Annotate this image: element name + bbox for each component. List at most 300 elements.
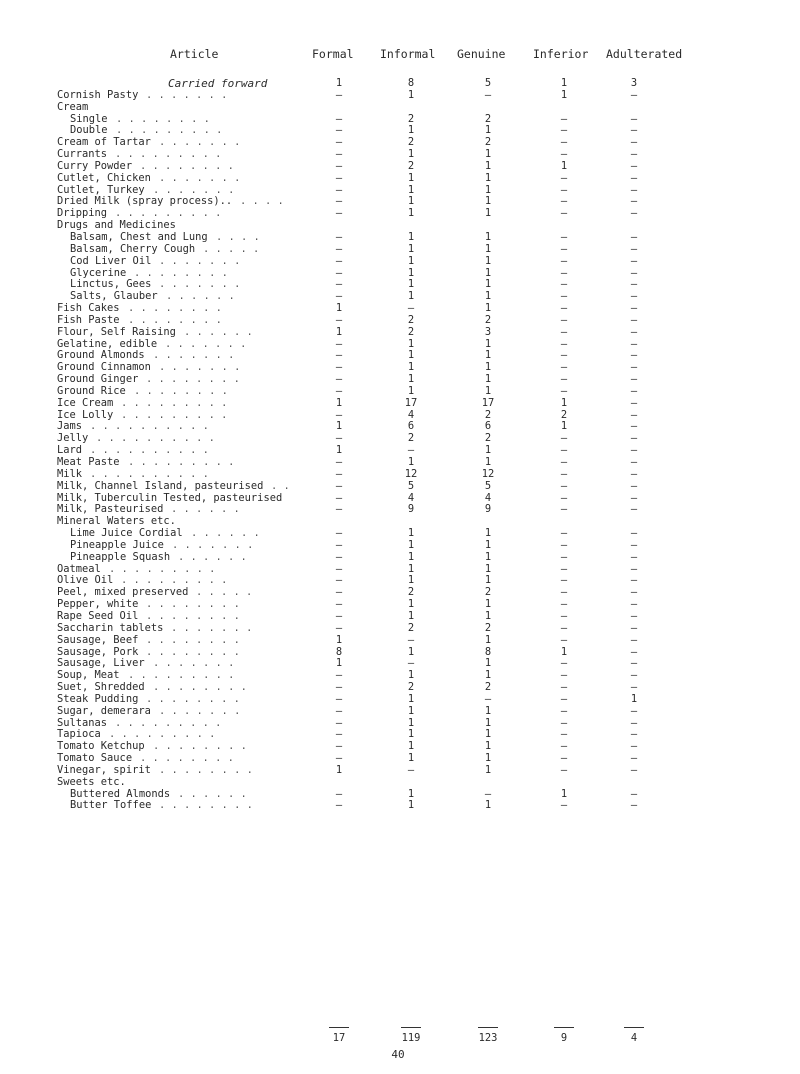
cell-formal: – [335,207,343,220]
cell-informal: 1 [407,373,415,386]
cell-formal: 1 [335,325,343,338]
leader-dots: . . . . . . . . . . [90,467,209,480]
article-name: Single [70,112,108,125]
article-name: Ice Lolly [57,408,114,421]
article-name: Cutlet, Turkey [57,183,145,196]
table-row [0,765,800,777]
article-name: Pineapple Squash [70,550,171,563]
cell-inferior: – [560,728,568,741]
cell-informal: 1 [407,645,415,658]
cell-formal: – [335,692,343,705]
cell-genuine: 1 [484,538,492,551]
cell-informal: 8 [407,77,415,89]
cell-inferior: – [560,609,568,622]
cell-genuine: – [484,787,492,800]
cell-adulterated: – [630,432,638,445]
header-adulterated: Adulterated [606,47,683,61]
article-name: Flour, Self Raising [57,325,176,338]
article-name: Pepper, white [57,598,139,611]
total-rule-inferior [554,1027,574,1028]
article-name: Dried Milk (spray process).. [57,195,233,208]
cell-informal: 2 [407,112,415,125]
cell-formal: 1 [335,444,343,457]
cell-formal: – [335,503,343,516]
cell-inferior: – [560,467,568,480]
leader-dots: . . . . . . . . . . [90,444,209,457]
leader-dots: . . . . . . . [159,254,241,267]
cell-formal: – [335,467,343,480]
table-row [0,800,800,812]
leader-dots: . . . . . . . [159,136,241,149]
article-name: Drugs and Medicines [57,219,176,232]
cell-formal: – [335,266,343,279]
leader-dots: . . . . . . . . [146,373,240,386]
cell-informal: 9 [407,503,415,516]
cell-adulterated: – [630,621,638,634]
cell-genuine: 1 [484,728,492,741]
header-formal: Formal [312,47,354,61]
leader-dots: . . . . . . . . . [115,716,222,729]
total-informal: 119 [401,1032,421,1044]
table-row [0,102,800,114]
cell-informal: 2 [407,621,415,634]
cell-inferior: – [560,254,568,267]
article-name: Linctus, Gees [70,278,152,291]
cell-informal: 6 [407,420,415,433]
article-name: Ground Almonds [57,349,145,362]
cell-adulterated: – [630,408,638,421]
cell-inferior: – [560,171,568,184]
cell-informal: 1 [407,242,415,255]
cell-genuine: 1 [484,207,492,220]
cell-genuine: 3 [484,325,492,338]
cell-informal: 1 [407,692,415,705]
cell-inferior: – [560,444,568,457]
article-name: Sugar, demerara [57,704,151,717]
cell-adulterated: – [630,242,638,255]
article-name: Saccharin tablets [57,621,164,634]
article-name: Cornish Pasty [57,88,139,101]
article-name: Butter Toffee [70,799,152,812]
leader-dots: . . . . . . . . . [115,207,222,220]
leader-dots: . . . . . . . . . [121,574,228,587]
cell-inferior: – [560,692,568,705]
cell-genuine: 1 [484,633,492,646]
leader-dots: . . . . . . [178,787,247,800]
cell-informal: 1 [407,384,415,397]
cell-inferior: – [560,361,568,374]
cell-formal: – [335,740,343,753]
leader-dots: . . . . . . . . [153,681,247,694]
article-name: Fish Paste [57,313,120,326]
article-name: Double [70,124,108,137]
cell-formal: – [335,538,343,551]
cell-informal: 1 [407,799,415,812]
cell-genuine: 1 [484,740,492,753]
cell-informal: 2 [407,136,415,149]
leader-dots: . . . . . . . . . [121,408,228,421]
cell-informal: 2 [407,159,415,172]
cell-inferior: 1 [560,420,568,433]
leader-dots: . . . . . . . . [128,302,222,315]
cell-adulterated: 3 [630,77,638,89]
cell-genuine: 17 [481,396,495,409]
table-row [0,161,800,173]
table-row [0,315,800,327]
leader-dots: . . . . . . [191,527,260,540]
article-name: Curry Powder [57,159,133,172]
cell-adulterated: – [630,230,638,243]
leader-dots: . . . . . . . [171,621,253,634]
cell-formal: – [335,574,343,587]
leader-dots: . . . . . . . . . [121,396,228,409]
cell-formal: 1 [335,396,343,409]
cell-inferior: 1 [560,159,568,172]
cell-informal: 1 [407,124,415,137]
leader-dots: . . . . . . . . [128,313,222,326]
leader-dots: . . . . . . . . . [128,456,235,468]
total-adulterated: 4 [630,1032,638,1044]
leader-dots: . . . . [216,230,260,243]
cell-formal: – [335,254,343,267]
article-name: Cod Liver Oil [70,254,152,267]
cell-formal: – [335,361,343,374]
leader-dots: . . . . [240,195,284,208]
leader-dots: . . . . . . . . . . [90,420,209,433]
cell-informal: 1 [407,278,415,291]
article-name: Jams [57,420,83,433]
cell-formal: – [335,479,343,492]
article-name: Milk, Pasteurised [57,503,164,516]
article-name: Mineral Waters etc. [57,515,176,528]
cell-inferior: – [560,313,568,326]
cell-formal: – [335,124,343,137]
cell-adulterated: – [630,799,638,812]
article-name: Ice Cream [57,396,114,409]
leader-dots: . . . . . . . . [159,799,253,812]
article-name: Sultanas [57,716,108,729]
cell-inferior: – [560,586,568,599]
cell-formal: – [335,456,343,468]
table-row [0,694,800,706]
cell-genuine: 1 [484,124,492,137]
cell-informal: 5 [407,479,415,492]
leader-dots: . . . . . . . . [146,609,240,622]
cell-inferior: – [560,479,568,492]
cell-inferior: – [560,503,568,516]
cell-adulterated: – [630,669,638,682]
leader-dots: . . . . . [196,586,253,599]
cell-adulterated: – [630,254,638,267]
cell-informal: 1 [407,562,415,575]
cell-inferior: 1 [560,787,568,800]
cell-formal: 1 [335,302,343,315]
leader-dots: . . . . . . . . [146,645,240,658]
cell-genuine: 1 [484,527,492,540]
cell-adulterated: – [630,491,638,504]
cell-informal: 2 [407,681,415,694]
cell-inferior: – [560,681,568,694]
cell-formal: – [335,384,343,397]
cell-inferior: – [560,740,568,753]
article-name: Soup, Meat [57,669,120,682]
cell-formal: – [335,432,343,445]
cell-genuine: 6 [484,420,492,433]
cell-inferior: 1 [560,645,568,658]
article-name: Buttered Almonds [70,787,171,800]
cell-formal: – [335,669,343,682]
cell-adulterated: – [630,136,638,149]
leader-dots: . . . . . . . . [140,752,234,765]
table-row [0,173,800,185]
cell-informal: 1 [407,728,415,741]
header-inferior: Inferior [533,47,589,61]
leader-dots: . . . . . . . . [153,740,247,753]
cell-formal: – [335,728,343,741]
cell-inferior: – [560,799,568,812]
cell-adulterated: – [630,740,638,753]
cell-formal: – [335,278,343,291]
leader-dots: . . . . . . . [159,704,241,717]
cell-informal: 1 [407,716,415,729]
header-genuine: Genuine [457,47,506,61]
total-rule-formal [329,1027,349,1028]
total-genuine: 123 [478,1032,498,1044]
leader-dots: . . . . . . . [159,361,241,374]
total-formal: 17 [332,1032,346,1044]
cell-inferior: – [560,124,568,137]
article-name: Dripping [57,207,108,220]
leader-dots: . . . . . . . . . [115,148,222,161]
cell-adulterated: – [630,444,638,457]
article-name: Ground Ginger [57,373,139,386]
cell-inferior: – [560,538,568,551]
leader-dots: . . . . . . [166,290,235,303]
cell-genuine: 1 [484,562,492,575]
cell-informal: 1 [407,527,415,540]
cell-genuine: 1 [484,763,492,776]
cell-genuine: 9 [484,503,492,516]
leader-dots: . . . . . . . [146,88,228,101]
article-name: Vinegar, spirit [57,763,151,776]
cell-informal: 1 [407,669,415,682]
cell-informal: – [407,657,415,670]
table-row [0,244,800,256]
cell-inferior: – [560,562,568,575]
cell-inferior: – [560,621,568,634]
article-name: Milk, Tuberculin Tested, pasteurised [57,491,283,504]
cell-informal: 1 [407,290,415,303]
cell-informal: 2 [407,325,415,338]
table-row [0,540,800,552]
cell-informal: 1 [407,88,415,101]
cell-adulterated: – [630,562,638,575]
cell-adulterated: – [630,148,638,161]
cell-formal: – [335,562,343,575]
cell-adulterated: – [630,598,638,611]
table-row [0,552,800,564]
total-inferior: 9 [560,1032,568,1044]
cell-genuine: – [484,692,492,705]
cell-inferior: – [560,384,568,397]
article-name: Balsam, Cherry Cough [70,242,196,255]
cell-adulterated: – [630,752,638,765]
article-name: Steak Pudding [57,692,139,705]
article-name: Salts, Glauber [70,290,158,303]
cell-adulterated: – [630,183,638,196]
cell-genuine: – [484,88,492,101]
cell-adulterated: – [630,550,638,563]
cell-inferior: – [560,491,568,504]
leader-dots: . . . . . . . . . [116,124,223,137]
cell-formal: – [335,752,343,765]
cell-adulterated: – [630,313,638,326]
cell-genuine: 1 [484,278,492,291]
cell-genuine: 4 [484,491,492,504]
cell-adulterated: – [630,456,638,468]
cell-informal: 1 [407,538,415,551]
cell-informal: 2 [407,313,415,326]
cell-genuine: 1 [484,349,492,362]
cell-inferior: – [560,633,568,646]
article-name: Suet, Shredded [57,681,145,694]
article-name: Tomato Sauce [57,752,133,765]
cell-adulterated: 1 [630,692,638,705]
leader-dots: . . . . . . . . [134,266,228,279]
cell-formal: – [335,373,343,386]
cell-formal: – [335,681,343,694]
cell-formal: – [335,550,343,563]
cell-adulterated: – [630,479,638,492]
cell-genuine: 1 [484,242,492,255]
article-name: Oatmeal [57,562,101,575]
leader-dots: . . . . . . . [159,171,241,184]
cell-inferior: – [560,716,568,729]
cell-adulterated: – [630,266,638,279]
cell-adulterated: – [630,763,638,776]
cell-informal: 1 [407,183,415,196]
cell-informal: 2 [407,586,415,599]
leader-dots: . . . . . . [178,550,247,563]
cell-genuine: 5 [484,77,492,89]
cell-adulterated: – [630,586,638,599]
cell-inferior: 2 [560,408,568,421]
cell-inferior: – [560,207,568,220]
article-name: Gelatine, edible [57,337,158,350]
article-table [0,78,800,812]
cell-adulterated: – [630,467,638,480]
total-rule-adulterated [624,1027,644,1028]
leader-dots: . . . . . . . . [146,633,240,646]
cell-genuine: 1 [484,669,492,682]
cell-inferior: – [560,302,568,315]
article-name: Lard [57,444,83,457]
article-name: Olive Oil [57,574,114,587]
cell-genuine: 1 [484,716,492,729]
cell-informal: 1 [407,574,415,587]
header-article: Article [170,47,219,61]
cell-genuine: 2 [484,136,492,149]
cell-genuine: 8 [484,645,492,658]
cell-formal: – [335,290,343,303]
cell-genuine: 1 [484,752,492,765]
cell-genuine: 2 [484,621,492,634]
cell-adulterated: – [630,396,638,409]
cell-adulterated: – [630,337,638,350]
cell-formal: – [335,183,343,196]
cell-adulterated: – [630,538,638,551]
leader-dots: . . . . . . . . [146,692,240,705]
cell-adulterated: – [630,728,638,741]
cell-genuine: 1 [484,361,492,374]
cell-formal: – [335,491,343,504]
cell-inferior: – [560,325,568,338]
cell-informal: 1 [407,254,415,267]
cell-adulterated: – [630,384,638,397]
table-row [0,706,800,718]
cell-adulterated: – [630,574,638,587]
leader-dots: . . . . . . . . [140,159,234,172]
cell-informal: – [407,633,415,646]
cell-adulterated: – [630,302,638,315]
cell-adulterated: – [630,420,638,433]
cell-inferior: 1 [560,77,568,89]
article-name: Sausage, Liver [57,657,145,670]
leader-dots: . . . . . . . . [134,384,228,397]
cell-genuine: 1 [484,254,492,267]
table-row [0,386,800,398]
cell-formal: – [335,349,343,362]
cell-inferior: – [560,432,568,445]
cell-formal: – [335,242,343,255]
table-row [0,445,800,457]
leader-dots: . . . . . . . [165,337,247,350]
cell-formal: – [335,787,343,800]
leader-dots: . . . . . . [184,325,253,338]
cell-inferior: – [560,337,568,350]
table-row [0,623,800,635]
cell-genuine: 1 [484,171,492,184]
cell-informal: 1 [407,207,415,220]
cell-adulterated: – [630,124,638,137]
cell-genuine: 1 [484,657,492,670]
cell-inferior: – [560,290,568,303]
cell-genuine: 1 [484,444,492,457]
cell-informal: – [407,444,415,457]
article-name: Balsam, Chest and Lung [70,230,208,243]
article-name: Sausage, Pork [57,645,139,658]
cell-informal: 2 [407,432,415,445]
cell-formal: 1 [335,77,343,89]
cell-inferior: – [560,278,568,291]
cell-genuine: 1 [484,799,492,812]
cell-genuine: 1 [484,195,492,208]
cell-inferior: – [560,456,568,468]
cell-adulterated: – [630,681,638,694]
cell-informal: 1 [407,230,415,243]
cell-inferior: – [560,527,568,540]
cell-inferior: – [560,195,568,208]
cell-inferior: – [560,183,568,196]
total-rule-informal [401,1027,421,1028]
leader-dots: . . . . . . . [172,538,254,551]
cell-formal: – [335,313,343,326]
cell-adulterated: – [630,278,638,291]
table-row [0,303,800,315]
cell-genuine: 1 [484,266,492,279]
leader-dots: . . . . . . . . . . [96,432,215,445]
cell-adulterated: – [630,159,638,172]
